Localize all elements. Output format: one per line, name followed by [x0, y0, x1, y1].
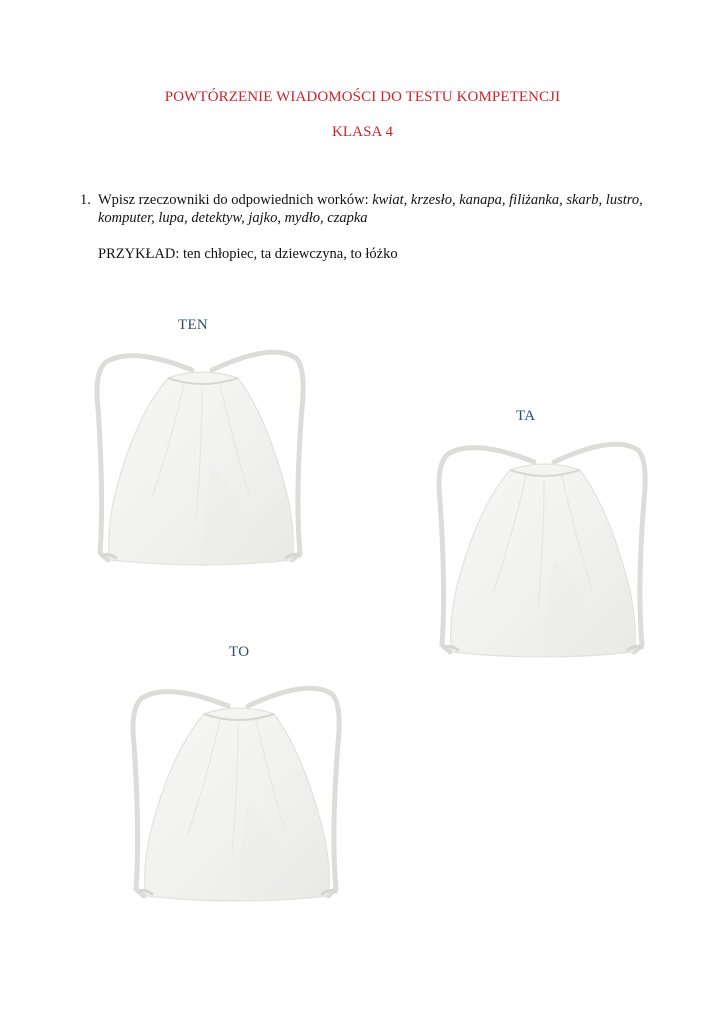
- task-example: PRZYKŁAD: ten chłopiec, ta dziewczyna, to łóżko: [98, 246, 398, 262]
- task-instruction: Wpisz rzeczowniki do odpowiednich worków:: [98, 192, 373, 208]
- drawstring-bag-icon[interactable]: [434, 440, 652, 662]
- task-word-list: kwiat, krzesło, kanapa, filiżanka, skarb, lustro, komputer, lupa, detektyw, jajko, mydło, czapka: [98, 192, 643, 226]
- bag-label-ten: TEN: [178, 317, 209, 333]
- worksheet-title: POWTÓRZENIE WIADOMOŚCI DO TESTU KOMPETENCJI: [164, 89, 561, 105]
- bag-label-to: TO: [229, 644, 250, 660]
- bag-label-ta: TA: [516, 408, 536, 424]
- task-1: [80, 191, 650, 227]
- worksheet-class-label: KLASA 4: [331, 124, 394, 140]
- task-instruction-block: [98, 191, 650, 227]
- task-number: 1.: [80, 192, 91, 208]
- drawstring-bag-icon[interactable]: [92, 348, 310, 570]
- drawstring-bag-icon[interactable]: [128, 684, 346, 906]
